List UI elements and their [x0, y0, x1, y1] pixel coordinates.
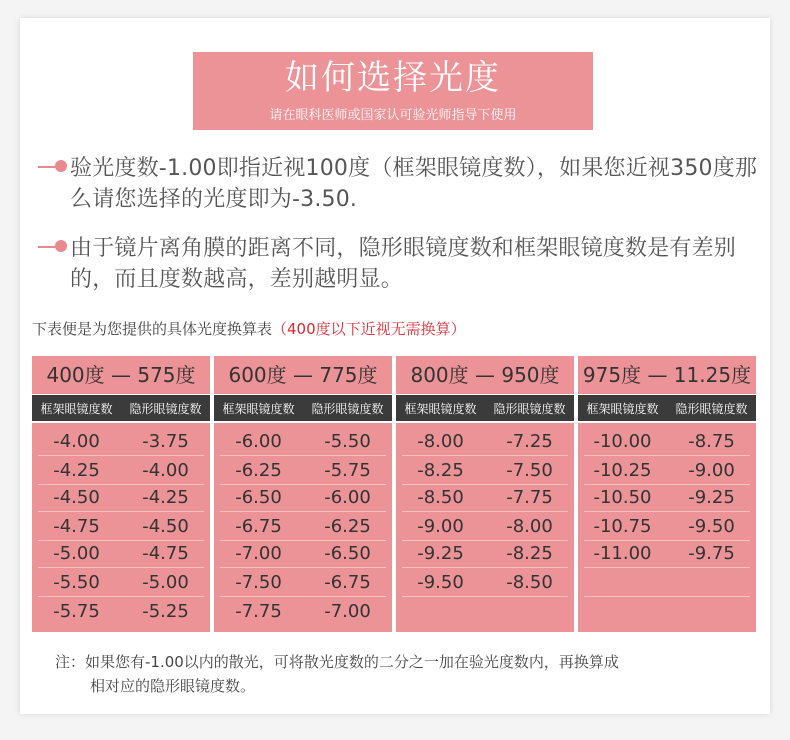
frame-power-cell: -7.50 [235, 571, 282, 593]
table-row [32, 512, 210, 540]
table-row [214, 539, 392, 567]
bullet-line-icon [38, 166, 56, 168]
contact-power-cell: -3.75 [142, 430, 189, 452]
page-subtitle: 请在眼科医师或国家认可验光师指导下使用 [269, 108, 517, 123]
contact-power-cell: -4.50 [142, 515, 189, 537]
table-row [32, 568, 210, 596]
contact-power-cell: -7.75 [506, 486, 553, 508]
table-body [396, 423, 574, 632]
contact-power-cell: -9.00 [688, 459, 735, 481]
frame-power-cell: -6.25 [235, 459, 282, 481]
table-body [214, 423, 392, 632]
table-row [214, 568, 392, 596]
table-column-group [214, 356, 392, 632]
frame-power-cell: -11.00 [593, 542, 652, 564]
contact-power-cell: -5.00 [142, 571, 189, 593]
column-subheader [578, 395, 756, 421]
table-row [214, 456, 392, 484]
table-row [32, 539, 210, 567]
bullet-text: 由于镜片离角膜的距离不同，隐形眼镜度数和框架眼镜度数是有差别的，而且度数越高，差别越明显。 [70, 236, 737, 292]
frame-power-cell: -5.75 [53, 600, 100, 622]
contact-power-cell: -6.25 [324, 515, 371, 537]
frame-power-cell: -6.50 [235, 486, 282, 508]
frame-power-cell: -10.50 [593, 486, 652, 508]
contact-power-cell: -8.00 [506, 515, 553, 537]
table-row [214, 427, 392, 455]
contact-power-cell: -8.25 [506, 542, 553, 564]
table-row [396, 512, 574, 540]
footnote-line-2: 相对应的隐形眼镜度数。 [90, 677, 256, 695]
column-subheader [214, 395, 392, 421]
bullet-line-icon [38, 246, 56, 248]
contact-power-cell: -6.00 [324, 486, 371, 508]
column-label: 隐形眼镜度数 [493, 401, 566, 416]
table-row [396, 568, 574, 596]
frame-power-cell: -8.25 [417, 459, 464, 481]
table-row [578, 539, 756, 567]
title-banner [193, 52, 593, 130]
table-body [32, 423, 210, 632]
table-row [214, 512, 392, 540]
table-row [32, 483, 210, 511]
table-row [32, 597, 210, 625]
frame-power-cell: -5.50 [53, 571, 100, 593]
contact-power-cell: -5.75 [324, 459, 371, 481]
frame-power-cell: -4.25 [53, 459, 100, 481]
table-body [578, 423, 756, 632]
table-row [32, 427, 210, 455]
table-intro-highlight: （400度以下近视无需换算） [272, 320, 466, 338]
frame-power-cell: -7.00 [235, 542, 282, 564]
table-row [396, 456, 574, 484]
range-header: 400度 — 575度 [32, 356, 210, 394]
conversion-table [32, 356, 758, 632]
contact-power-cell: -4.00 [142, 459, 189, 481]
contact-power-cell: -6.75 [324, 571, 371, 593]
row-divider [402, 596, 568, 597]
frame-power-cell: -6.75 [235, 515, 282, 537]
contact-power-cell: -9.50 [688, 515, 735, 537]
frame-power-cell: -9.25 [417, 542, 464, 564]
column-label: 隐形眼镜度数 [675, 401, 748, 416]
table-column-group [32, 356, 210, 632]
table-intro-text: 下表便是为您提供的具体光度换算表 [32, 320, 273, 338]
table-row [396, 539, 574, 567]
frame-power-cell: -4.50 [53, 486, 100, 508]
table-row [578, 427, 756, 455]
bullet-dot-icon [55, 240, 67, 252]
footnote [55, 650, 755, 698]
row-divider [584, 596, 750, 597]
table-row [578, 483, 756, 511]
table-intro [32, 318, 466, 339]
bullet-dot-icon [55, 160, 67, 172]
page-title: 如何选择光度 [285, 58, 501, 98]
table-row [214, 483, 392, 511]
column-subheader [396, 395, 574, 421]
contact-power-cell: -7.50 [506, 459, 553, 481]
contact-power-cell: -8.50 [506, 571, 553, 593]
row-divider [584, 567, 750, 568]
column-label: 框架眼镜度数 [586, 401, 659, 416]
column-label: 隐形眼镜度数 [311, 401, 384, 416]
range-header: 600度 — 775度 [214, 356, 392, 394]
frame-power-cell: -9.50 [417, 571, 464, 593]
frame-power-cell: -10.25 [593, 459, 652, 481]
range-header: 800度 — 950度 [396, 356, 574, 394]
column-label: 隐形眼镜度数 [129, 401, 202, 416]
table-row [396, 483, 574, 511]
frame-power-cell: -6.00 [235, 430, 282, 452]
table-row [578, 512, 756, 540]
column-label: 框架眼镜度数 [222, 401, 295, 416]
contact-power-cell: -5.25 [142, 600, 189, 622]
contact-power-cell: -6.50 [324, 542, 371, 564]
table-column-group [578, 356, 756, 632]
table-row [396, 427, 574, 455]
column-label: 框架眼镜度数 [40, 401, 113, 416]
contact-power-cell: -9.75 [688, 542, 735, 564]
table-column-group [396, 356, 574, 632]
footnote-line-1: 注：如果您有-1.00以内的散光，可将散光度数的二分之一加在验光度数内，再换算成 [55, 653, 619, 671]
range-header: 975度 — 11.25度 [578, 356, 756, 394]
column-subheader [32, 395, 210, 421]
table-row [32, 456, 210, 484]
contact-power-cell: -7.00 [324, 600, 371, 622]
contact-power-cell: -5.50 [324, 430, 371, 452]
frame-power-cell: -5.00 [53, 542, 100, 564]
frame-power-cell: -4.00 [53, 430, 100, 452]
frame-power-cell: -10.75 [593, 515, 652, 537]
contact-power-cell: -4.75 [142, 542, 189, 564]
table-row [578, 456, 756, 484]
contact-power-cell: -9.25 [688, 486, 735, 508]
contact-power-cell: -7.25 [506, 430, 553, 452]
frame-power-cell: -8.50 [417, 486, 464, 508]
bullet-text: 验光度数-1.00即指近视100度（框架眼镜度数），如果您近视350度那么请您选择的光度即为-3.50. [70, 156, 758, 212]
column-label: 框架眼镜度数 [404, 401, 477, 416]
contact-power-cell: -8.75 [688, 430, 735, 452]
frame-power-cell: -8.00 [417, 430, 464, 452]
contact-power-cell: -4.25 [142, 486, 189, 508]
frame-power-cell: -7.75 [235, 600, 282, 622]
frame-power-cell: -9.00 [417, 515, 464, 537]
table-row [214, 597, 392, 625]
frame-power-cell: -10.00 [593, 430, 652, 452]
frame-power-cell: -4.75 [53, 515, 100, 537]
